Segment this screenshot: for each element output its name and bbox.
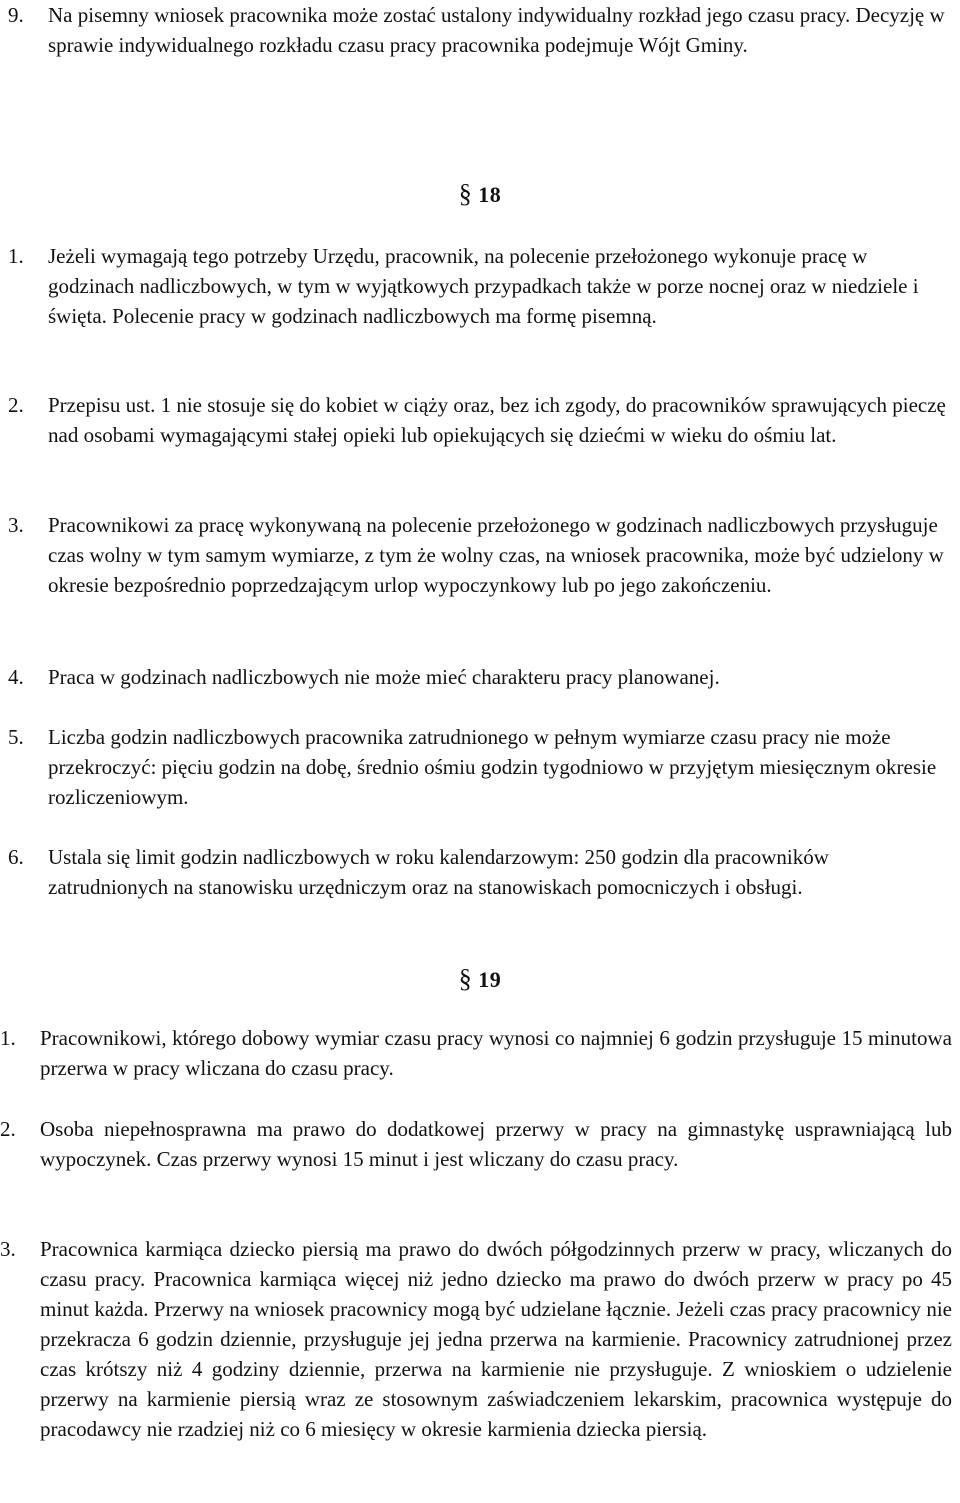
paragraph-text: Liczba godzin nadliczbowych pracownika zatrudnionego w pełnym wymiarze czasu pracy nie może przekroczyć: pięciu godzin na dobę, średnio ośmiu godzin tygodniowo w przyjętym miesięcznym okresie rozliczeniowym. bbox=[48, 725, 937, 809]
section-sign: § bbox=[458, 964, 473, 993]
section-18-paragraph-3 bbox=[0, 510, 958, 600]
section-number: 18 bbox=[478, 182, 502, 207]
paragraph-number: 5. bbox=[8, 725, 24, 749]
paragraph-number: 1. bbox=[0, 1026, 16, 1050]
section-19-paragraph-1 bbox=[0, 1023, 958, 1083]
section-sign: § bbox=[458, 179, 473, 208]
section-18-paragraph-5 bbox=[0, 722, 958, 812]
paragraph-number: 2. bbox=[8, 393, 24, 417]
section-19-paragraph-3 bbox=[0, 1234, 958, 1444]
paragraph-number: 6. bbox=[8, 845, 24, 869]
section-18-paragraph-6 bbox=[0, 842, 958, 902]
section-18-paragraph-2 bbox=[0, 390, 958, 450]
section-18-heading bbox=[0, 179, 960, 210]
paragraph-text: Praca w godzinach nadliczbowych nie może mieć charakteru pracy planowanej. bbox=[48, 665, 720, 689]
section-19-heading bbox=[0, 964, 960, 995]
paragraph-number: 4. bbox=[8, 665, 24, 689]
paragraph-number: 1. bbox=[8, 244, 24, 268]
paragraph-text: Osoba niepełnosprawna ma prawo do dodatkowej przerwy w pracy na gimnastykę usprawniającą lub wypoczynek. Czas przerwy wynosi 15 minut i jest wliczany do czasu pracy. bbox=[40, 1117, 952, 1171]
paragraph-text: Ustala się limit godzin nadliczbowych w roku kalendarzowym: 250 godzin dla pracowników zatrudnionych na stanowisku urzędniczym oraz na stanowiskach pomocniczych i obsługi. bbox=[48, 845, 829, 899]
paragraph-text: Pracownikowi, którego dobowy wymiar czasu pracy wynosi co najmniej 6 godzin przysługuje 15 minutowa przerwa w pracy wliczana do czasu pracy. bbox=[40, 1026, 952, 1080]
paragraph-number: 9. bbox=[8, 3, 24, 27]
section-18-paragraph-1 bbox=[0, 241, 958, 331]
paragraph-number: 3. bbox=[0, 1237, 16, 1261]
paragraph-number: 3. bbox=[8, 513, 24, 537]
paragraph-text: Na pisemny wniosek pracownika może zostać ustalony indywidualny rozkład jego czasu pracy. Decyzję w sprawie indywidualnego rozkładu czasu pracy pracownika podejmuje Wójt Gminy. bbox=[48, 3, 945, 57]
paragraph-text: Jeżeli wymagają tego potrzeby Urzędu, pracownik, na polecenie przełożonego wykonuje pracę w godzinach nadliczbowych, w tym w wyjątkowych przypadkach także w porze nocnej oraz w niedziele i święta. Polecenie pracy w godzinach nadliczbowych ma formę pisemną. bbox=[48, 244, 919, 328]
section-18-paragraph-4 bbox=[0, 662, 958, 692]
paragraph-number: 2. bbox=[0, 1117, 16, 1141]
section-19-paragraph-2 bbox=[0, 1114, 958, 1174]
paragraph-text: Pracownikowi za pracę wykonywaną na polecenie przełożonego w godzinach nadliczbowych przysługuje czas wolny w tym samym wymiarze, z tym że wolny czas, na wniosek pracownika, może być udzielony w okresie bezpośrednio poprzedzającym urlop wypoczynkowy lub po jego zakończeniu. bbox=[48, 513, 944, 597]
paragraph-9 bbox=[0, 0, 958, 60]
section-number: 19 bbox=[478, 967, 502, 992]
paragraph-text: Przepisu ust. 1 nie stosuje się do kobiet w ciąży oraz, bez ich zgody, do pracowników sprawujących pieczę nad osobami wymagającymi stałej opieki lub opiekujących się dziećmi w wieku do ośmiu lat. bbox=[48, 393, 946, 447]
paragraph-text: Pracownica karmiąca dziecko piersią ma prawo do dwóch półgodzinnych przerw w pracy, wliczanych do czasu pracy. Pracownica karmiąca więcej niż jedno dziecko ma prawo do dwóch przerw w pracy po 45 minut każda. Przerwy na wniosek pracownicy mogą być udzielane łącznie. Jeżeli czas pracy pracownicy nie przekracza 6 godzin dziennie, przysługuje jej jedna przerwa na karmienie. Pracownicy zatrudnionej przez czas krótszy niż 4 godziny dziennie, przerwa na karmienie nie przysługuje. Z wnioskiem o udzielenie przerwy na karmienie piersią wraz ze stosownym zaświadczeniem lekarskim, pracownica występuje do pracodawcy nie rzadziej niż co 6 miesięcy w okresie karmienia dziecka piersią. bbox=[40, 1237, 952, 1441]
